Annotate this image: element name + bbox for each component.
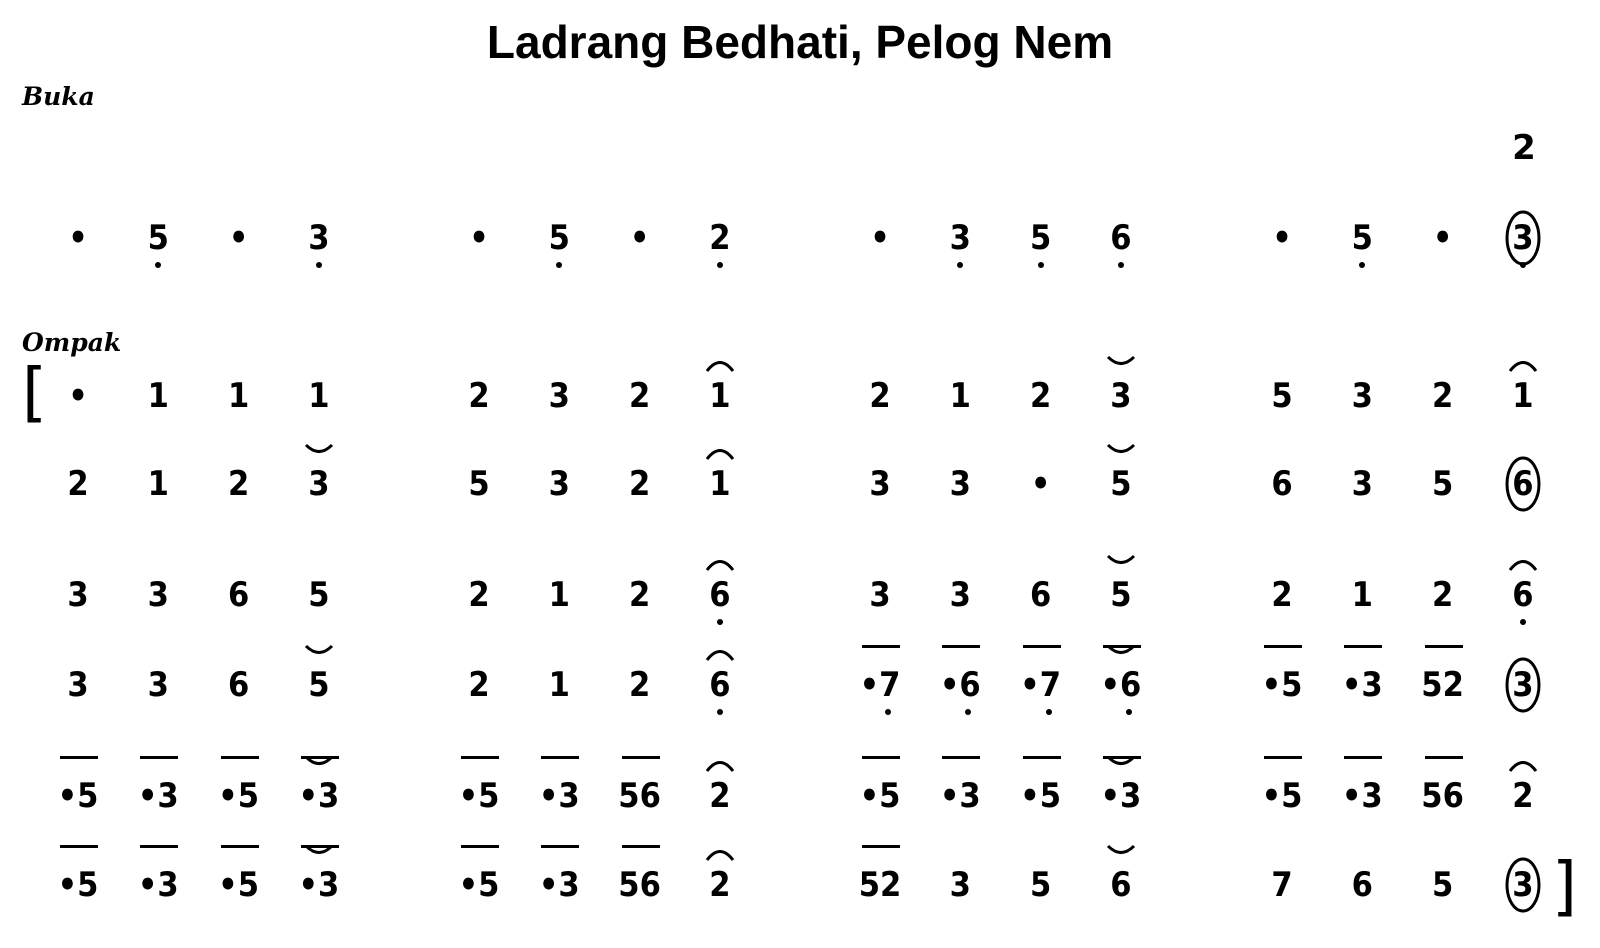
notation-cell (277, 551, 361, 651)
double-speed-bar (221, 756, 259, 759)
notation-cell (277, 752, 361, 852)
note-value: 1 (709, 464, 731, 504)
notation-cell (1320, 194, 1404, 294)
note-value: 2 (869, 376, 891, 416)
note-value: •3 (538, 865, 580, 905)
notation-cell (1481, 551, 1565, 651)
buka-pickup-note: 2 (1512, 128, 1536, 168)
notation-cell (197, 551, 281, 651)
repeat-close-bracket: ] (1552, 850, 1577, 924)
note-value: 2 (628, 464, 651, 504)
notation-cell (1401, 752, 1485, 852)
note-value: 6 (709, 575, 731, 615)
note-value: 6 (1110, 218, 1132, 258)
note-value: •7 (859, 665, 901, 705)
note-value: 2 (468, 376, 490, 416)
notation-cell (678, 641, 762, 741)
double-speed-bar (221, 845, 259, 848)
notation-cell (116, 440, 200, 540)
note-value: •3 (1341, 665, 1383, 705)
notation-cell (277, 841, 361, 941)
notation-cell (437, 352, 521, 452)
note-value: 6 (1110, 865, 1132, 905)
note-value: •5 (218, 776, 260, 816)
note-value: 1 (709, 376, 731, 416)
note-value: 2 (1431, 376, 1454, 416)
notation-cell (678, 551, 762, 651)
double-speed-bar (622, 756, 660, 759)
notation-cell (36, 752, 120, 852)
note-value: 2 (628, 575, 651, 615)
note-value: •3 (939, 776, 981, 816)
notation-cell (1481, 352, 1565, 452)
double-speed-bar (1344, 756, 1382, 759)
note-value: •5 (1261, 665, 1303, 705)
note-value: •7 (1020, 665, 1062, 705)
note-value: • (1272, 218, 1292, 258)
notation-cell (598, 841, 682, 941)
notation-cell (678, 194, 762, 294)
low-octave-dot (678, 194, 762, 294)
notation-cell (1240, 440, 1324, 540)
notation-cell (1401, 194, 1485, 294)
note-value: 3 (949, 865, 971, 905)
notation-cell (517, 641, 601, 741)
notation-cell (918, 352, 1002, 452)
note-value: 1 (548, 575, 570, 615)
note-value: •3 (538, 776, 580, 816)
note-value: 5 (468, 464, 490, 504)
note-value: 5 (147, 218, 169, 258)
notation-cell (918, 194, 1002, 294)
notation-cell (517, 194, 601, 294)
double-speed-bar (862, 756, 900, 759)
note-value: 3 (147, 665, 169, 705)
low-octave-dot (999, 194, 1083, 294)
note-value: 6 (227, 665, 250, 705)
note-value: 3 (1512, 218, 1534, 258)
note-value: 2 (1029, 376, 1052, 416)
notation-cell (1240, 752, 1324, 852)
notation-cell (197, 352, 281, 452)
notation-cell (838, 352, 922, 452)
note-value: 2 (227, 464, 250, 504)
ompak-row (0, 440, 1600, 540)
notation-cell (918, 440, 1002, 540)
notation-cell (437, 551, 521, 651)
notation-cell (1401, 352, 1485, 452)
double-speed-bar (541, 845, 579, 848)
notation-cell (918, 551, 1002, 651)
note-value: •3 (137, 776, 179, 816)
notation-cell (277, 194, 361, 294)
note-value: 2 (709, 776, 731, 816)
ompak-row (0, 752, 1600, 852)
note-value: •3 (298, 865, 340, 905)
notation-cell (999, 841, 1083, 941)
double-speed-bar (1023, 756, 1061, 759)
notation-cell (598, 440, 682, 540)
notation-cell (838, 752, 922, 852)
notation-cell (197, 440, 281, 540)
note-value: 52 (858, 865, 902, 905)
low-octave-dot (517, 194, 601, 294)
ompak-row (0, 551, 1600, 651)
double-speed-bar (461, 756, 499, 759)
note-value: • (68, 218, 88, 258)
note-value: 1 (949, 376, 971, 416)
note-value: 56 (618, 865, 661, 905)
note-value: 3 (949, 464, 971, 504)
note-value: 5 (1271, 376, 1293, 416)
note-value: 5 (548, 218, 570, 258)
note-value: 3 (308, 218, 330, 258)
notation-cell (918, 752, 1002, 852)
notation-cell (116, 551, 200, 651)
note-value: • (1432, 218, 1453, 258)
notation-cell (678, 841, 762, 941)
note-value: •5 (57, 776, 99, 816)
ompak-row (0, 641, 1600, 741)
note-value: 3 (548, 464, 570, 504)
note-value: 2 (709, 218, 731, 258)
notation-cell (1079, 752, 1163, 852)
note-value: 5 (1029, 218, 1052, 258)
note-value: 1 (147, 464, 169, 504)
notation-cell (838, 551, 922, 651)
note-value: 3 (1512, 665, 1534, 705)
note-value: 3 (67, 575, 89, 615)
notation-cell (838, 440, 922, 540)
note-value: 1 (548, 665, 570, 705)
note-value: 3 (869, 464, 891, 504)
notation-cell (918, 841, 1002, 941)
notation-cell (678, 440, 762, 540)
repeat-open-bracket: [ (22, 356, 47, 430)
low-octave-dot (1481, 194, 1565, 294)
note-value: •3 (1341, 776, 1383, 816)
notation-cell (277, 641, 361, 741)
double-speed-bar (622, 845, 660, 848)
note-value: •3 (1100, 776, 1142, 816)
notation-cell (838, 841, 922, 941)
note-value: • (870, 218, 890, 258)
note-value: 6 (1271, 464, 1293, 504)
note-value: 5 (1110, 575, 1132, 615)
notation-cell (197, 641, 281, 741)
note-value: 6 (709, 665, 731, 705)
notation-cell (1401, 440, 1485, 540)
notation-cell (517, 440, 601, 540)
note-value: •6 (1100, 665, 1142, 705)
notation-cell (1079, 194, 1163, 294)
ompak-row (0, 352, 1600, 452)
notation-cell (1079, 352, 1163, 452)
note-value: •6 (939, 665, 981, 705)
note-value: 56 (618, 776, 661, 816)
notation-cell (437, 641, 521, 741)
note-value: 3 (308, 464, 330, 504)
note-value: 3 (147, 575, 169, 615)
notation-cell (517, 841, 601, 941)
note-value: 2 (628, 665, 651, 705)
low-octave-dot (838, 641, 922, 741)
low-octave-dot (116, 194, 200, 294)
ompak-label: Ompak (22, 328, 122, 357)
note-value: 5 (1351, 218, 1373, 258)
notation-cell (1079, 551, 1163, 651)
double-speed-bar (942, 756, 980, 759)
notation-cell (1240, 352, 1324, 452)
notation-cell (437, 841, 521, 941)
notation-cell (116, 841, 200, 941)
note-value: 5 (1431, 464, 1454, 504)
double-speed-bar (140, 756, 178, 759)
notation-cell (1320, 841, 1404, 941)
notation-cell (116, 352, 200, 452)
low-octave-dot (1079, 641, 1163, 741)
note-value: • (68, 376, 88, 416)
double-speed-bar (1344, 645, 1382, 648)
notation-cell (1401, 841, 1485, 941)
note-value: 2 (1271, 575, 1293, 615)
notation-cell (598, 752, 682, 852)
notation-cell (1481, 752, 1565, 852)
double-speed-bar (1264, 756, 1302, 759)
notation-cell (999, 641, 1083, 741)
note-value: 6 (1512, 464, 1534, 504)
notation-cell (999, 752, 1083, 852)
notation-cell (1079, 841, 1163, 941)
double-speed-bar (1264, 645, 1302, 648)
notation-cell (1401, 551, 1485, 651)
notation-cell (116, 752, 200, 852)
notation-cell (1320, 440, 1404, 540)
note-value: 6 (1029, 575, 1052, 615)
note-value: •3 (137, 865, 179, 905)
notation-cell (437, 752, 521, 852)
low-octave-dot (678, 641, 762, 741)
note-value: 7 (1271, 865, 1293, 905)
note-value: 56 (1421, 776, 1464, 816)
note-value: 3 (1351, 464, 1373, 504)
notation-cell (36, 841, 120, 941)
note-value: 2 (1431, 575, 1454, 615)
note-value: •5 (1261, 776, 1303, 816)
note-value: 52 (1421, 665, 1464, 705)
note-value: •5 (458, 776, 500, 816)
note-value: 3 (548, 376, 570, 416)
notation-cell (1240, 194, 1324, 294)
notation-cell (116, 194, 200, 294)
note-value: •5 (458, 865, 500, 905)
notation-cell (437, 440, 521, 540)
note-value: 5 (308, 575, 330, 615)
note-value: 1 (227, 376, 250, 416)
note-value: 6 (227, 575, 250, 615)
notation-cell (598, 352, 682, 452)
notation-cell (277, 440, 361, 540)
ompak-row (0, 841, 1600, 941)
note-value: 5 (308, 665, 330, 705)
note-value: 2 (468, 665, 490, 705)
notation-cell (1240, 551, 1324, 651)
buka-row (0, 194, 1600, 294)
note-value: 5 (1431, 865, 1454, 905)
notation-cell (1320, 752, 1404, 852)
double-speed-bar (1425, 645, 1463, 648)
note-value: 2 (628, 376, 651, 416)
low-octave-dot (918, 641, 1002, 741)
note-value: 3 (67, 665, 89, 705)
note-value: 3 (1110, 376, 1132, 416)
note-value: 1 (308, 376, 330, 416)
note-value: •5 (859, 776, 901, 816)
note-value: 2 (709, 865, 731, 905)
notation-cell (918, 641, 1002, 741)
notation-cell (197, 841, 281, 941)
notation-cell (1240, 641, 1324, 741)
note-value: 6 (1351, 865, 1373, 905)
notation-cell (678, 752, 762, 852)
notation-cell (999, 352, 1083, 452)
notation-cell (1320, 641, 1404, 741)
low-octave-dot (1320, 194, 1404, 294)
low-octave-dot (277, 194, 361, 294)
low-octave-dot (918, 194, 1002, 294)
low-octave-dot (1481, 551, 1565, 651)
notation-cell (1320, 352, 1404, 452)
double-speed-bar (140, 845, 178, 848)
notation-cell (36, 352, 120, 452)
notation-cell (116, 641, 200, 741)
double-speed-bar (1425, 756, 1463, 759)
notation-cell (598, 641, 682, 741)
notation-cell (36, 194, 120, 294)
notation-cell (598, 194, 682, 294)
note-value: • (228, 218, 249, 258)
note-value: 1 (1512, 376, 1534, 416)
note-value: • (629, 218, 650, 258)
notation-cell (838, 194, 922, 294)
buka-label: Buka (22, 82, 95, 111)
notation-cell (36, 641, 120, 741)
notation-cell (197, 752, 281, 852)
note-value: 2 (468, 575, 490, 615)
notation-cell (1079, 440, 1163, 540)
double-speed-bar (541, 756, 579, 759)
notation-cell (197, 194, 281, 294)
note-value: •5 (57, 865, 99, 905)
note-value: •5 (1020, 776, 1062, 816)
notation-cell (838, 641, 922, 741)
note-value: •5 (218, 865, 260, 905)
low-octave-dot (1079, 194, 1163, 294)
note-value: 6 (1512, 575, 1534, 615)
notation-cell (1240, 841, 1324, 941)
double-speed-bar (60, 756, 98, 759)
note-value: 2 (1512, 776, 1534, 816)
page-title: Ladrang Bedhati, Pelog Nem (486, 16, 1114, 68)
note-value: 2 (67, 464, 89, 504)
note-value: 5 (1110, 464, 1132, 504)
note-value: • (1030, 464, 1051, 504)
note-value: 3 (949, 218, 971, 258)
notation-cell (598, 551, 682, 651)
notation-cell (1481, 440, 1565, 540)
notation-cell (1481, 641, 1565, 741)
notation-cell (1481, 194, 1565, 294)
notation-cell (517, 551, 601, 651)
notation-cell (437, 194, 521, 294)
notation-cell (678, 352, 762, 452)
note-value: 1 (147, 376, 169, 416)
notation-cell (1401, 641, 1485, 741)
double-speed-bar (461, 845, 499, 848)
notation-cell (517, 352, 601, 452)
note-value: 1 (1351, 575, 1373, 615)
notation-cell (36, 551, 120, 651)
notation-cell (1320, 551, 1404, 651)
notation-cell (36, 440, 120, 540)
note-value: •3 (298, 776, 340, 816)
double-speed-bar (862, 845, 900, 848)
note-value: 3 (1512, 865, 1534, 905)
double-speed-bar (60, 845, 98, 848)
note-value: • (469, 218, 489, 258)
notation-cell (1079, 641, 1163, 741)
notation-cell (517, 752, 601, 852)
note-value: 5 (1029, 865, 1052, 905)
note-value: 3 (1351, 376, 1373, 416)
notation-cell (999, 194, 1083, 294)
low-octave-dot (999, 641, 1083, 741)
notation-cell (999, 551, 1083, 651)
notation-cell (999, 440, 1083, 540)
note-value: 3 (869, 575, 891, 615)
low-octave-dot (678, 551, 762, 651)
note-value: 3 (949, 575, 971, 615)
notation-cell (277, 352, 361, 452)
